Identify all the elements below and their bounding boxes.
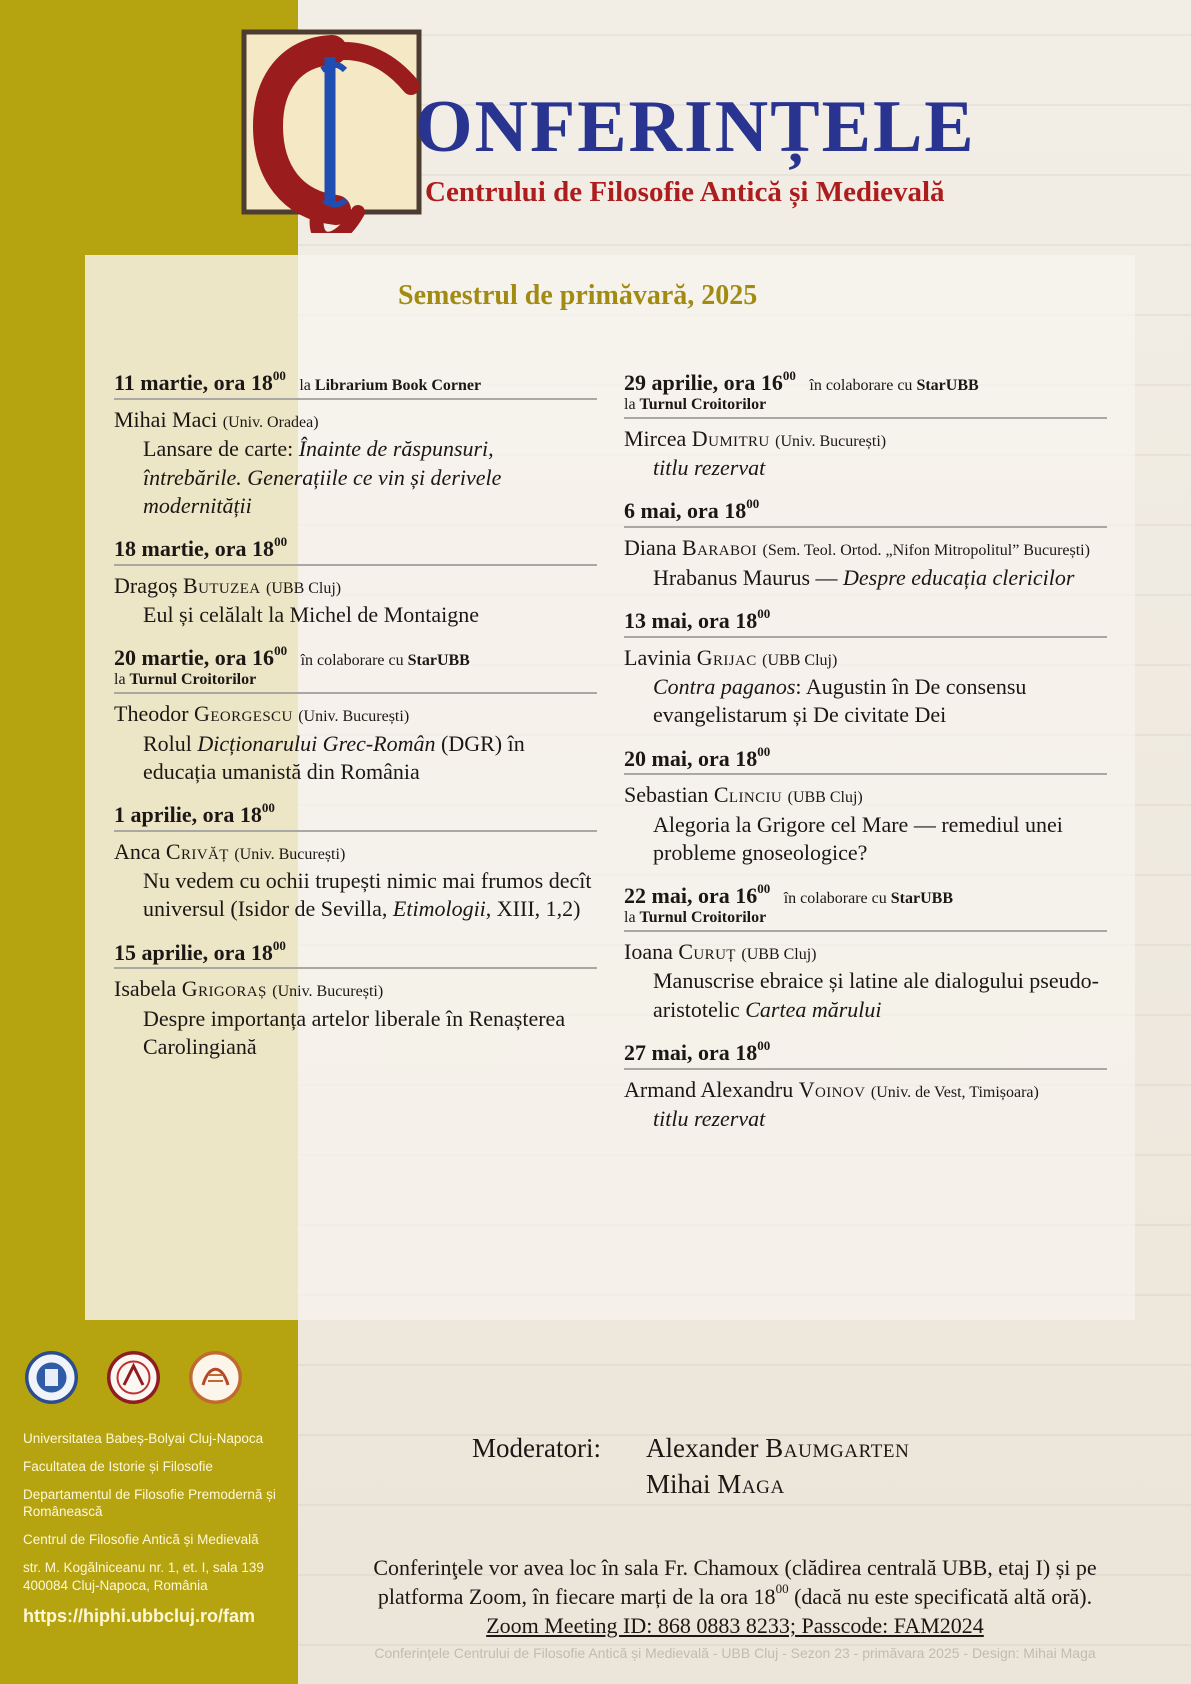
event-date-row bbox=[624, 605, 1107, 638]
event-speaker: Ioana Curuț (UBB Cluj) bbox=[624, 939, 817, 965]
venue-line-1: Conferinţele vor avea loc în sala Fr. Chamoux (clădirea centrală UBB, etaj I) și pe bbox=[373, 1555, 1097, 1580]
event-date-row bbox=[624, 498, 1107, 528]
event-collaboration: în colaborare cu StarUBB bbox=[783, 890, 953, 908]
faculty-seal-icon bbox=[107, 1351, 160, 1404]
event-entry bbox=[114, 645, 597, 786]
event-date: 11 martie, ora $18^{00}$ bbox=[114, 368, 286, 395]
event-date: 18 martie, ora $18^{00}$ bbox=[114, 533, 288, 561]
speaker-affiliation: (Univ. București) bbox=[775, 432, 887, 450]
event-talk-title: Nu vedem cu ochii trupești nimic mai frumos decît universul (Isidor de Sevilla, Etimologii, XIII, 1,2) bbox=[143, 868, 592, 922]
event-speaker: Mihai Maci (Univ. Oradea) bbox=[114, 406, 319, 432]
event-talk-title: Alegoria la Grigore cel Mare — remediul unei probleme gnoseologice? bbox=[653, 811, 1063, 866]
moderator-2: Mihai Maga bbox=[646, 1469, 785, 1500]
event-talk-title: titlu rezervat bbox=[653, 1106, 766, 1132]
event-date-row bbox=[624, 370, 1107, 419]
event-date: 27 mai, ora $18^{00}$ bbox=[624, 1037, 771, 1065]
event-date-row bbox=[114, 937, 597, 970]
event-collaboration: la Librarium Book Corner bbox=[299, 377, 482, 394]
speaker-affiliation: (Univ. București) bbox=[272, 983, 384, 1001]
event-speaker: Anca Crivăț (Univ. București) bbox=[114, 838, 346, 864]
event-entry bbox=[114, 533, 597, 630]
address: str. M. Kogălniceanu nr. 1, et. I, sala 139 400084 Cluj-Napoca, România bbox=[23, 1560, 264, 1593]
moderator-1: Alexander Baumgarten bbox=[646, 1433, 910, 1463]
event-date: 22 mai, ora $16^{00}$ bbox=[624, 881, 771, 909]
event-speaker: Mircea Dumitru (Univ. București) bbox=[624, 425, 887, 451]
small-print: Conferințele Centrului de Filosofie Antică și Medievală - UBB Cluj - Sezon 23 - primăvara 2025 - Design: Mihai Maga bbox=[374, 1645, 1096, 1661]
speaker-affiliation: (Univ. București) bbox=[298, 708, 410, 726]
event-speaker: Diana Baraboi (Sem. Teol. Ortod. „Nifon Mitropolitul” București) bbox=[624, 535, 1090, 561]
event-talk-title: titlu rezervat bbox=[653, 455, 766, 481]
speaker-affiliation: (UBB Cluj) bbox=[762, 651, 838, 669]
event-date-row bbox=[624, 1037, 1107, 1070]
event-collaboration: în colaborare cu StarUBB bbox=[809, 377, 979, 394]
venue-info bbox=[300, 1553, 1170, 1640]
center-seal-icon bbox=[189, 1351, 242, 1404]
zoom-info[interactable]: Zoom Meeting ID: 868 0883 8233; Passcode: FAM2024 bbox=[486, 1613, 984, 1639]
event-talk-title: Manuscrise ebraice și latine ale dialogului pseudo-aristotelic Cartea mărului bbox=[653, 968, 1099, 1022]
event-date-row bbox=[114, 370, 597, 400]
event-date: 15 aprilie, ora $18^{00}$ bbox=[114, 937, 286, 965]
event-date-row bbox=[114, 533, 597, 566]
event-entry bbox=[624, 743, 1107, 868]
event-place: la Turnul Croitorilor bbox=[624, 909, 767, 927]
event-entry bbox=[624, 1037, 1107, 1134]
venue-line-2: platforma Zoom, în fiecare marți de la ora $18^{00}$ (dacă nu este specificată altă oră). bbox=[377, 1581, 1093, 1610]
events-column-right bbox=[624, 370, 1107, 1149]
event-date: 1 aprilie, ora $18^{00}$ bbox=[114, 799, 275, 827]
event-date-row bbox=[114, 799, 597, 832]
event-talk-title: Eul și celălalt la Michel de Montaigne bbox=[143, 602, 480, 628]
event-place: la Turnul Croitorilor bbox=[624, 395, 767, 413]
center-name: Centrul de Filosofie Antică și Medievală bbox=[23, 1532, 259, 1548]
event-entry bbox=[114, 370, 597, 520]
moderators-label: Moderatori: bbox=[472, 1433, 601, 1463]
event-date-row bbox=[624, 883, 1107, 932]
faculty-name: Facultatea de Istorie și Filosofie bbox=[23, 1458, 213, 1474]
event-speaker: Sebastian Clinciu (UBB Cluj) bbox=[624, 782, 863, 808]
event-date: 20 mai, ora $18^{00}$ bbox=[624, 743, 771, 771]
event-speaker: Lavinia Grijac (UBB Cluj) bbox=[624, 644, 838, 670]
department-name: Departamentul de Filosofie Premodernă și Românească bbox=[23, 1486, 276, 1520]
event-entry bbox=[114, 937, 597, 1062]
semester-label: Semestrul de primăvară, 2025 bbox=[398, 280, 758, 311]
events-column-left bbox=[114, 370, 597, 1077]
event-talk-title: Contra paganos: Augustin în De consensu evangelistarum și De civitate Dei bbox=[653, 674, 1027, 728]
speaker-affiliation: (Univ. de Vest, Timișoara) bbox=[870, 1083, 1039, 1101]
university-name: Universitatea Babeș-Bolyai Cluj-Napoca bbox=[23, 1431, 264, 1446]
speaker-affiliation: (Univ. București) bbox=[234, 845, 346, 863]
event-date-row bbox=[624, 743, 1107, 776]
moderators-names bbox=[646, 1430, 909, 1503]
institution-footer bbox=[23, 1430, 293, 1638]
page-title: ONFERINȚELE bbox=[415, 86, 976, 168]
event-date: 6 mai, ora $18^{00}$ bbox=[624, 496, 760, 524]
event-entry bbox=[114, 799, 597, 924]
decorated-initial-c-icon bbox=[240, 28, 423, 233]
event-place: la Turnul Croitorilor bbox=[114, 671, 257, 689]
event-speaker: Isabela Grigoraș (Univ. București) bbox=[114, 976, 384, 1002]
event-speaker: Armand Alexandru Voinov (Univ. de Vest, Timișoara) bbox=[624, 1076, 1039, 1102]
event-talk-title: Lansare de carte: Înainte de răspunsuri, întrebările. Generațiile ce vin și derivele modernității bbox=[143, 436, 502, 518]
event-entry bbox=[624, 883, 1107, 1024]
event-date: 20 martie, ora $16^{00}$ bbox=[114, 643, 288, 671]
speaker-affiliation: (UBB Cluj) bbox=[787, 789, 863, 807]
event-date-row bbox=[114, 645, 597, 694]
event-entry bbox=[624, 498, 1107, 592]
event-collaboration: în colaborare cu StarUBB bbox=[300, 652, 470, 670]
event-entry bbox=[624, 370, 1107, 482]
website-link[interactable]: https://hiphi.ubbcluj.ro/fam bbox=[23, 1605, 255, 1626]
speaker-affiliation: (Sem. Teol. Ortod. „Nifon Mitropolitul” București) bbox=[762, 542, 1090, 560]
event-talk-title: Hrabanus Maurus — Despre educația clericilor bbox=[653, 564, 1075, 590]
event-talk-title: Despre importanța artelor liberale în Renașterea Carolingiană bbox=[143, 1005, 566, 1059]
subtitle: Centrului de Filosofie Antică și Medievală bbox=[425, 176, 945, 208]
event-talk-title: Rolul Dicționarului Grec-Român (DGR) în educația umanistă din România bbox=[143, 730, 525, 784]
event-speaker: Dragoș Butuzea (UBB Cluj) bbox=[114, 572, 342, 598]
institution-logos bbox=[25, 1351, 250, 1409]
event-date: 29 aprilie, ora $16^{00}$ bbox=[624, 368, 796, 395]
speaker-affiliation: (Univ. Oradea) bbox=[222, 413, 319, 431]
speaker-affiliation: (UBB Cluj) bbox=[266, 579, 342, 597]
event-speaker: Theodor Georgescu (Univ. București) bbox=[114, 701, 410, 727]
speaker-affiliation: (UBB Cluj) bbox=[741, 946, 817, 964]
ubb-seal-icon bbox=[25, 1351, 78, 1404]
event-date: 13 mai, ora $18^{00}$ bbox=[624, 605, 771, 633]
event-entry bbox=[624, 605, 1107, 730]
